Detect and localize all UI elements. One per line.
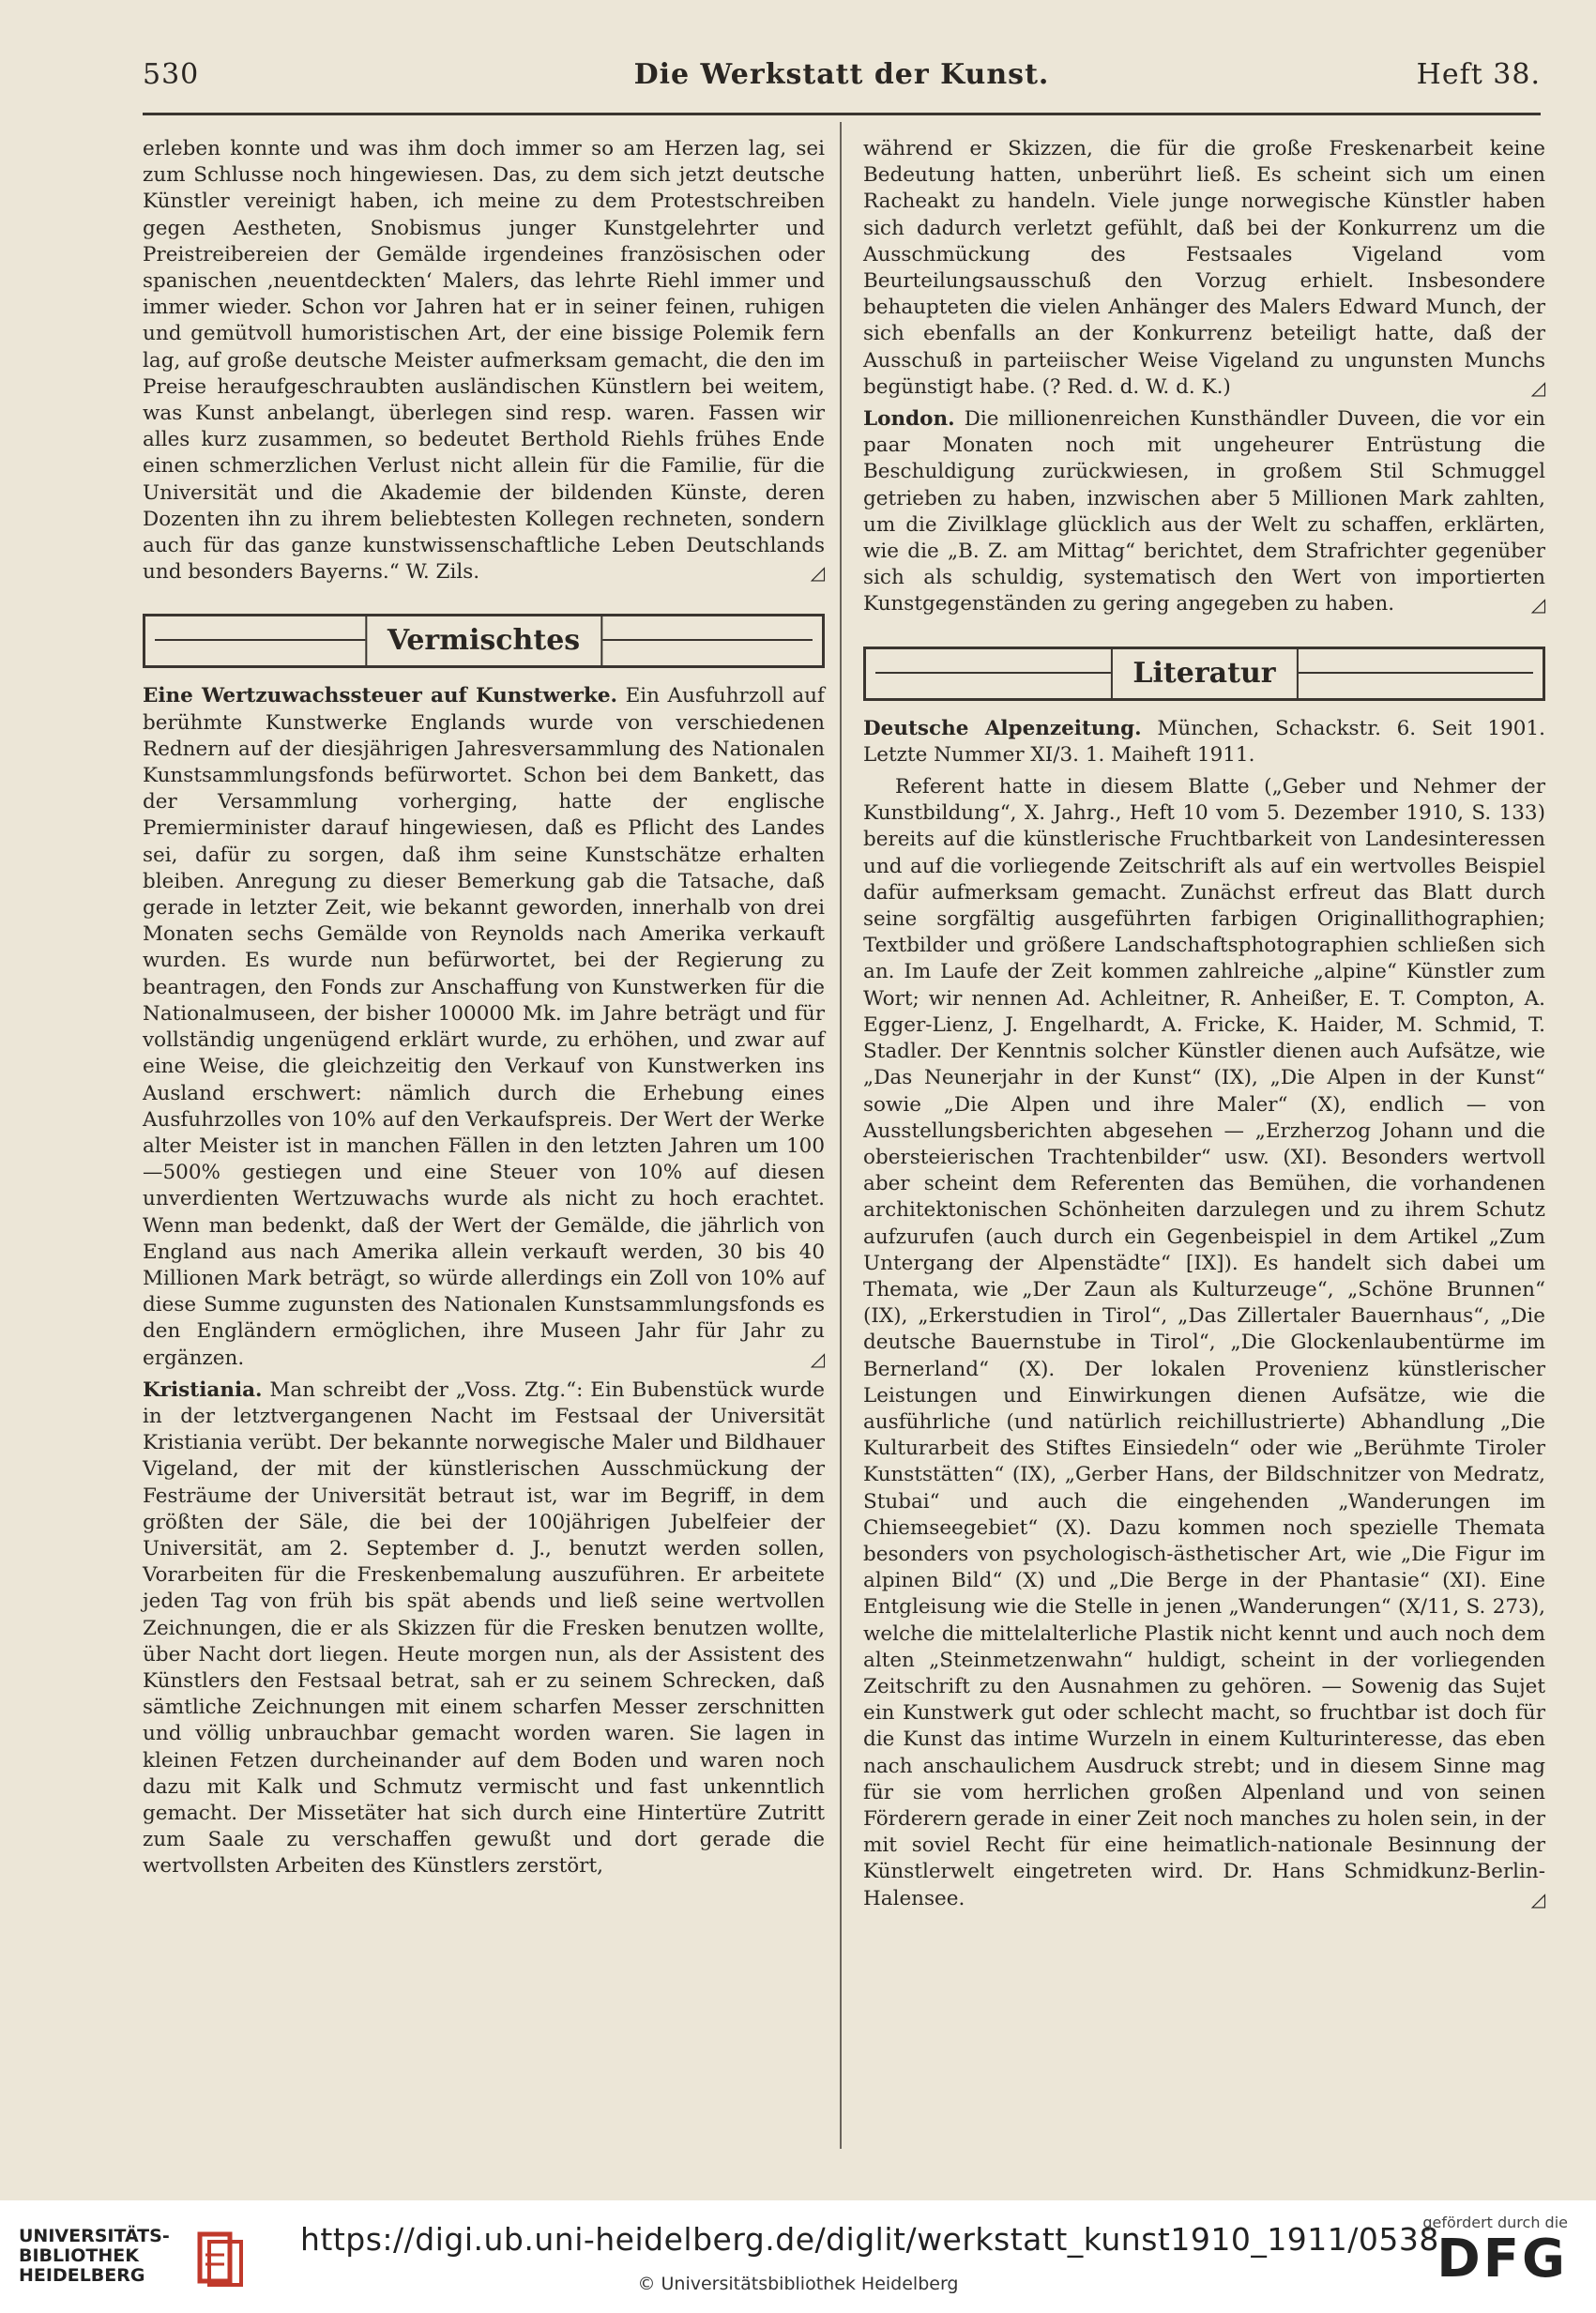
paragraph-text: während er Skizzen, die für die große Freskenarbeit keine Bedeutung hatten, unberührt ließ. Es scheint sich um einen Racheakt zu handeln. Viele junge norwegische Künstler haben sich dadurch verletzt gefühlt, daß bei der Konkurrenz um die Ausschmückung des Festsaales Vigeland vom Beurteilungsausschuß den Vorzug erhielt. Insbesondere behaupteten die vielen Anhänger des Malers Edward Munch, der sich ebenfalls an der Konkurrenz beteiligt hatte, daß der Ausschuß in parteiischer Weise Vigeland zu ungunsten Munchs begünstigt habe. (? Red. d. W. d. K.): [863, 137, 1545, 399]
section-title: Vermischtes: [365, 616, 602, 665]
paragraph-text: erleben konnte und was ihm doch immer so am Herzen lag, sei zum Schlusse noch hingewiesen. Das, zu dem sich jetzt deutsche Künstler vereinigt haben, ich meine zu dem Protestschreiben gegen Aestheten, Snobismus junger Kunstgelehrter und Preistreibereien der Gemälde irgendeines französischen oder spanischen ‚neuentdeckten‘ Malers, das lehrte Riehl immer und immer wieder. Schon vor Jahren hat er in seiner feinen, ruhigen und gemütvoll humoristischen Art, der eine bissige Polemik fern lag, auf große deutsche Meister aufmerksam gemacht, die den im Preise heraufgeschraubten ausländischen Künstlern bei weitem, was Kunst anbelangt, überlegen sind resp. waren. Fassen wir alles kurz zusammen, so bedeutet Berthold Riehls frühes Ende einen schmerzlichen Verlust nicht allein für die Familie, für die Universität und die Akademie der bildenden Künste, deren Dozenten ihn zu ihrem beliebtesten Kollegen rechneten, sondern auch für das ganze kunstwissenschaftliche Leben Deutschlands und besonders Bayerns.“ W. Zils.: [143, 137, 825, 585]
article-text: Ein Ausfuhrzoll auf berühmte Kunstwerke Englands wurde von verschiedenen Rednern auf der diesjährigen Jahresversammlung des Nationalen Kunstsammlungsfonds befürwortet. Schon bei dem Bankett, das der Versammlung vorherging, hatte der englische Premierminister darauf hingewiesen, daß es Pflicht des Landes sei, dafür zu sorgen, daß ihm seine Kunstschätze erhalten bleiben. Anregung zu dieser Bemerkung gab die Tatsache, daß gerade in letzter Zeit, wie bekannt geworden, innerhalb von drei Monaten sechs Gemälde von Reynolds nach Amerika verkauft wurden. Es wurde nun befürwortet, bei der Regierung zu beantragen, den Fonds zur Anschaffung von Kunstwerken für die Nationalmuseen, der bisher 100000 Mk. im Jahre beträgt und für vollständig ungenügend erklärt wurde, zu erhöhen, und zwar auf eine Weise, die gleichzeitig den Verkauf von Kunstwerken ins Ausland erschwert: nämlich durch die Erhebung eines Ausfuhrzolles von 10% auf den Verkaufspreis. Der Wert der Werke alter Meister ist in manchen Fällen in den letzten Jahren um 100—500% gestiegen und eine Steuer von 10% auf diesen unverdienten Wertzuwachs wurde als nicht zu hoch erachtet. Wenn man bedenkt, daß der Wert der Gemälde, die jährlich von England aus nach Amerika allein verkauft werden, 30 bis 40 Millionen Mark beträgt, so würde allerdings ein Zoll von 10% auf diese Summe zugunsten des Nationalen Kunstsammlungsfonds es den Engländern ermöglichen, ihre Museen Jahr für Jahr zu ergänzen.: [143, 684, 825, 1370]
riehl-obituary-end: [143, 136, 825, 586]
dfg-logo[interactable]: [1390, 2214, 1568, 2304]
copyright-notice: © Universitätsbibliothek Heidelberg: [637, 2274, 959, 2294]
header-rule: [143, 113, 1541, 115]
article-heading: London.: [863, 407, 955, 432]
literature-review: [863, 774, 1545, 1912]
review-author: Dr. Hans Schmidkunz-Berlin-Halensee.: [863, 1860, 1546, 1910]
running-header: [143, 58, 1541, 103]
journal-title: Die Werkstatt der Kunst.: [633, 58, 1050, 91]
issue-number: Heft 38.: [1416, 58, 1541, 91]
article-kristiania: [143, 1377, 825, 1880]
end-mark-icon: ◿: [1530, 375, 1545, 399]
article-text: Man schreibt der „Voss. Ztg.“: Ein Bubenstück wurde in der letztvergangenen Nacht im Festsaal der Universität Kristiania verübt. Der bekannte norwegische Maler und Bildhauer Vigeland, der mit der künstlerischen Ausschmückung der Festräume der Universität betraut ist, war im Begriff, in dem größten der Säle, die bei der 100jährigen Jubelfeier der Universität, am 2. September d. J., benutzt werden sollen, Vorarbeiten für die Freskenbemalung auszuführen. Er arbeitete jeden Tag von früh bis spät abends und ließ seine wertvollen Zeichnungen, die er als Skizzen für die Fresken benutzen wollte, über Nacht dort liegen. Heute morgen nun, als der Assistent des Künstlers den Festsaal betrat, sah er zu seinem Schrecken, daß sämtliche Zeichnungen mit einem scharfen Messer zerschnitten und völlig unbrauchbar gemacht worden waren. Sie lagen in kleinen Fetzen durcheinander auf dem Boden und waren noch dazu mit Kalk und Schmutz vermischt und fast unkenntlich gemacht. Der Missetäter hat sich durch eine Hintertüre Zutritt zum Saale zu verschaffen gewußt und dort gerade die wertvollsten Arbeiten des Künstlers zerstört,: [143, 1377, 825, 1879]
article-london: [863, 406, 1545, 618]
section-header-vermischtes: [143, 614, 825, 668]
article-heading: Kristiania.: [143, 1377, 263, 1402]
viewer-footer: [0, 2200, 1596, 2313]
literature-meta: München, Schackstr. 6. Seit 1901. Letzte Nummer XI/3. 1. Maiheft 1911.: [863, 716, 1545, 767]
end-mark-icon: ◿: [810, 1347, 825, 1370]
article-text: Die millionenreichen Kunsthändler Duveen, die vor ein paar Monaten noch mit ungeheurer Entrüstung die Beschuldigung zurückwiesen, in großem Stil Schmuggel getrieben zu haben, inzwischen aber 5 Millionen Mark zahlten, um die Zivilklage glücklich aus der Welt zu schaffen, erklärten, wie die „B. Z. am Mittag“ berichtet, dem Strafrichter gegenüber sich als schuldig, systematisch den Wert von importierten Kunstgegenständen zu gering angegeben zu haben.: [863, 407, 1545, 616]
funding-label: gefördert durch die: [1422, 2214, 1568, 2231]
page-number: 530: [143, 58, 200, 91]
funder-name: DFG: [1436, 2229, 1568, 2290]
column-divider: [840, 122, 842, 2149]
library-name: UNIVERSITÄTS- BIBLIOTHEK HEIDELBERG: [19, 2226, 170, 2286]
article-wertzuwachssteuer: [143, 683, 825, 1371]
kristiania-continued: [863, 136, 1545, 401]
right-column: [863, 136, 1545, 1918]
article-heading: Eine Wertzuwachssteuer auf Kunstwerke.: [143, 684, 618, 708]
end-mark-icon: ◿: [810, 561, 825, 585]
document-url[interactable]: https://digi.ub.uni-heidelberg.de/diglit/werkstatt_kunst1910_1911/0538: [300, 2221, 1439, 2258]
review-text: Referent hatte in diesem Blatte („Geber und Nehmer der Kunstbildung“, X. Jahrg., Heft 10 vom 5. Dezember 1910, S. 133) bereits auf die künstlerische Fruchtbarkeit von Landesinteressen und auf die vorliegende Zeitschrift als auf ein wertvolles Beispiel dafür aufmerksam gemacht. Zunächst erfreut das Blatt durch seine sorgfältig ausgeführten farbigen Originallithographien; Textbilder und größere Landschaftsphotographien schließen sich an. Im Laufe der Zeit kommen zahlreiche „alpine“ Künstler zum Wort; wir nennen Ad. Achleitner, R. Anheißer, E. T. Compton, A. Egger-Lienz, J. Engelhardt, A. Fricke, K. Haider, M. Schmid, T. Stadler. Der Kenntnis solcher Künstler dienen auch Aufsätze, wie „Das Neunerjahr in der Kunst“ (IX), „Die Alpen in der Kunst“ sowie „Die Alpen und ihre Maler“ (X), endlich — von Ausstellungsberichten abgesehen — „Erzherzog Johann und die obersteierischen Trachtenbilder“ usw. (XI). Besonders wertvoll aber scheint dem Referenten das Bemühen, die vorhandenen architektonischen Schönheiten darzulegen und zu ihrem Schutz aufzurufen (auch durch ein Gegenbeispiel in dem Artikel „Zum Untergang der Alpenstädte“ [IX]). Es handelt sich dabei um Themata, wie „Der Zaun als Kulturzeuge“, „Schöne Brunnen“ (IX), „Erkerstudien in Tirol“, „Das Zillertaler Bauernhaus“, „Die deutsche Bauernstube in Tirol“, „Die Glockenlaubentürme im Bernerland“ (X). Der lokalen Provenienz künstlerischer Leistungen und Einwirkungen dienen Aufsätze, wie die ausführliche (und natürlich reichillustrierte) Abhandlung „Die Kulturarbeit des Stiftes Einsiedeln“ oder wie „Berühmte Tiroler Kunststätten“ (IX), „Gerber Hans, der Bildschnitzer von Medratz, Stubai“ und auch die eingehenden „Wanderungen im Chiemseegebiet“ (X). Dazu kommen noch spezielle Themata besonders von psychologisch-ästhetischer Art, wie „Die Figur im alpinen Bild“ (X) und „Die Berge in der Phantasie“ (XI). Eine Entgleisung wie die Stelle in jenen „Wanderungen“ (X/11, S. 273), welche die mittelalterliche Plastik nicht kennt und auch noch dem alten „Steinmetzenwahn“ huldigt, scheint in der vorliegenden Zeitschrift zu den Ausnahmen zu gehören. — Sowenig das Sujet ein Kunstwerk gut oder schlecht macht, so fruchtbar ist doch für die Kunst das intime Wurzeln in einem Kulturinteresse, das eben nach anschaulichem Ausdruck strebt; und in diesem Sinne mag für sie vom herrlichen großen Alpenland und von seinen Förderern gerade in einer Zeit noch manches zu holen sein, in der mit soviel Recht für eine heimatlich-nationale Besinnung der Künstlerwelt eingetreten wird.: [863, 775, 1545, 1884]
section-title: Literatur: [1110, 649, 1298, 698]
literature-entry: [863, 716, 1545, 768]
end-mark-icon: ◿: [1530, 1887, 1545, 1910]
section-header-literatur: [863, 647, 1545, 701]
left-column: [143, 136, 825, 1886]
end-mark-icon: ◿: [1530, 593, 1545, 616]
literature-heading: Deutsche Alpenzeitung.: [863, 716, 1142, 740]
